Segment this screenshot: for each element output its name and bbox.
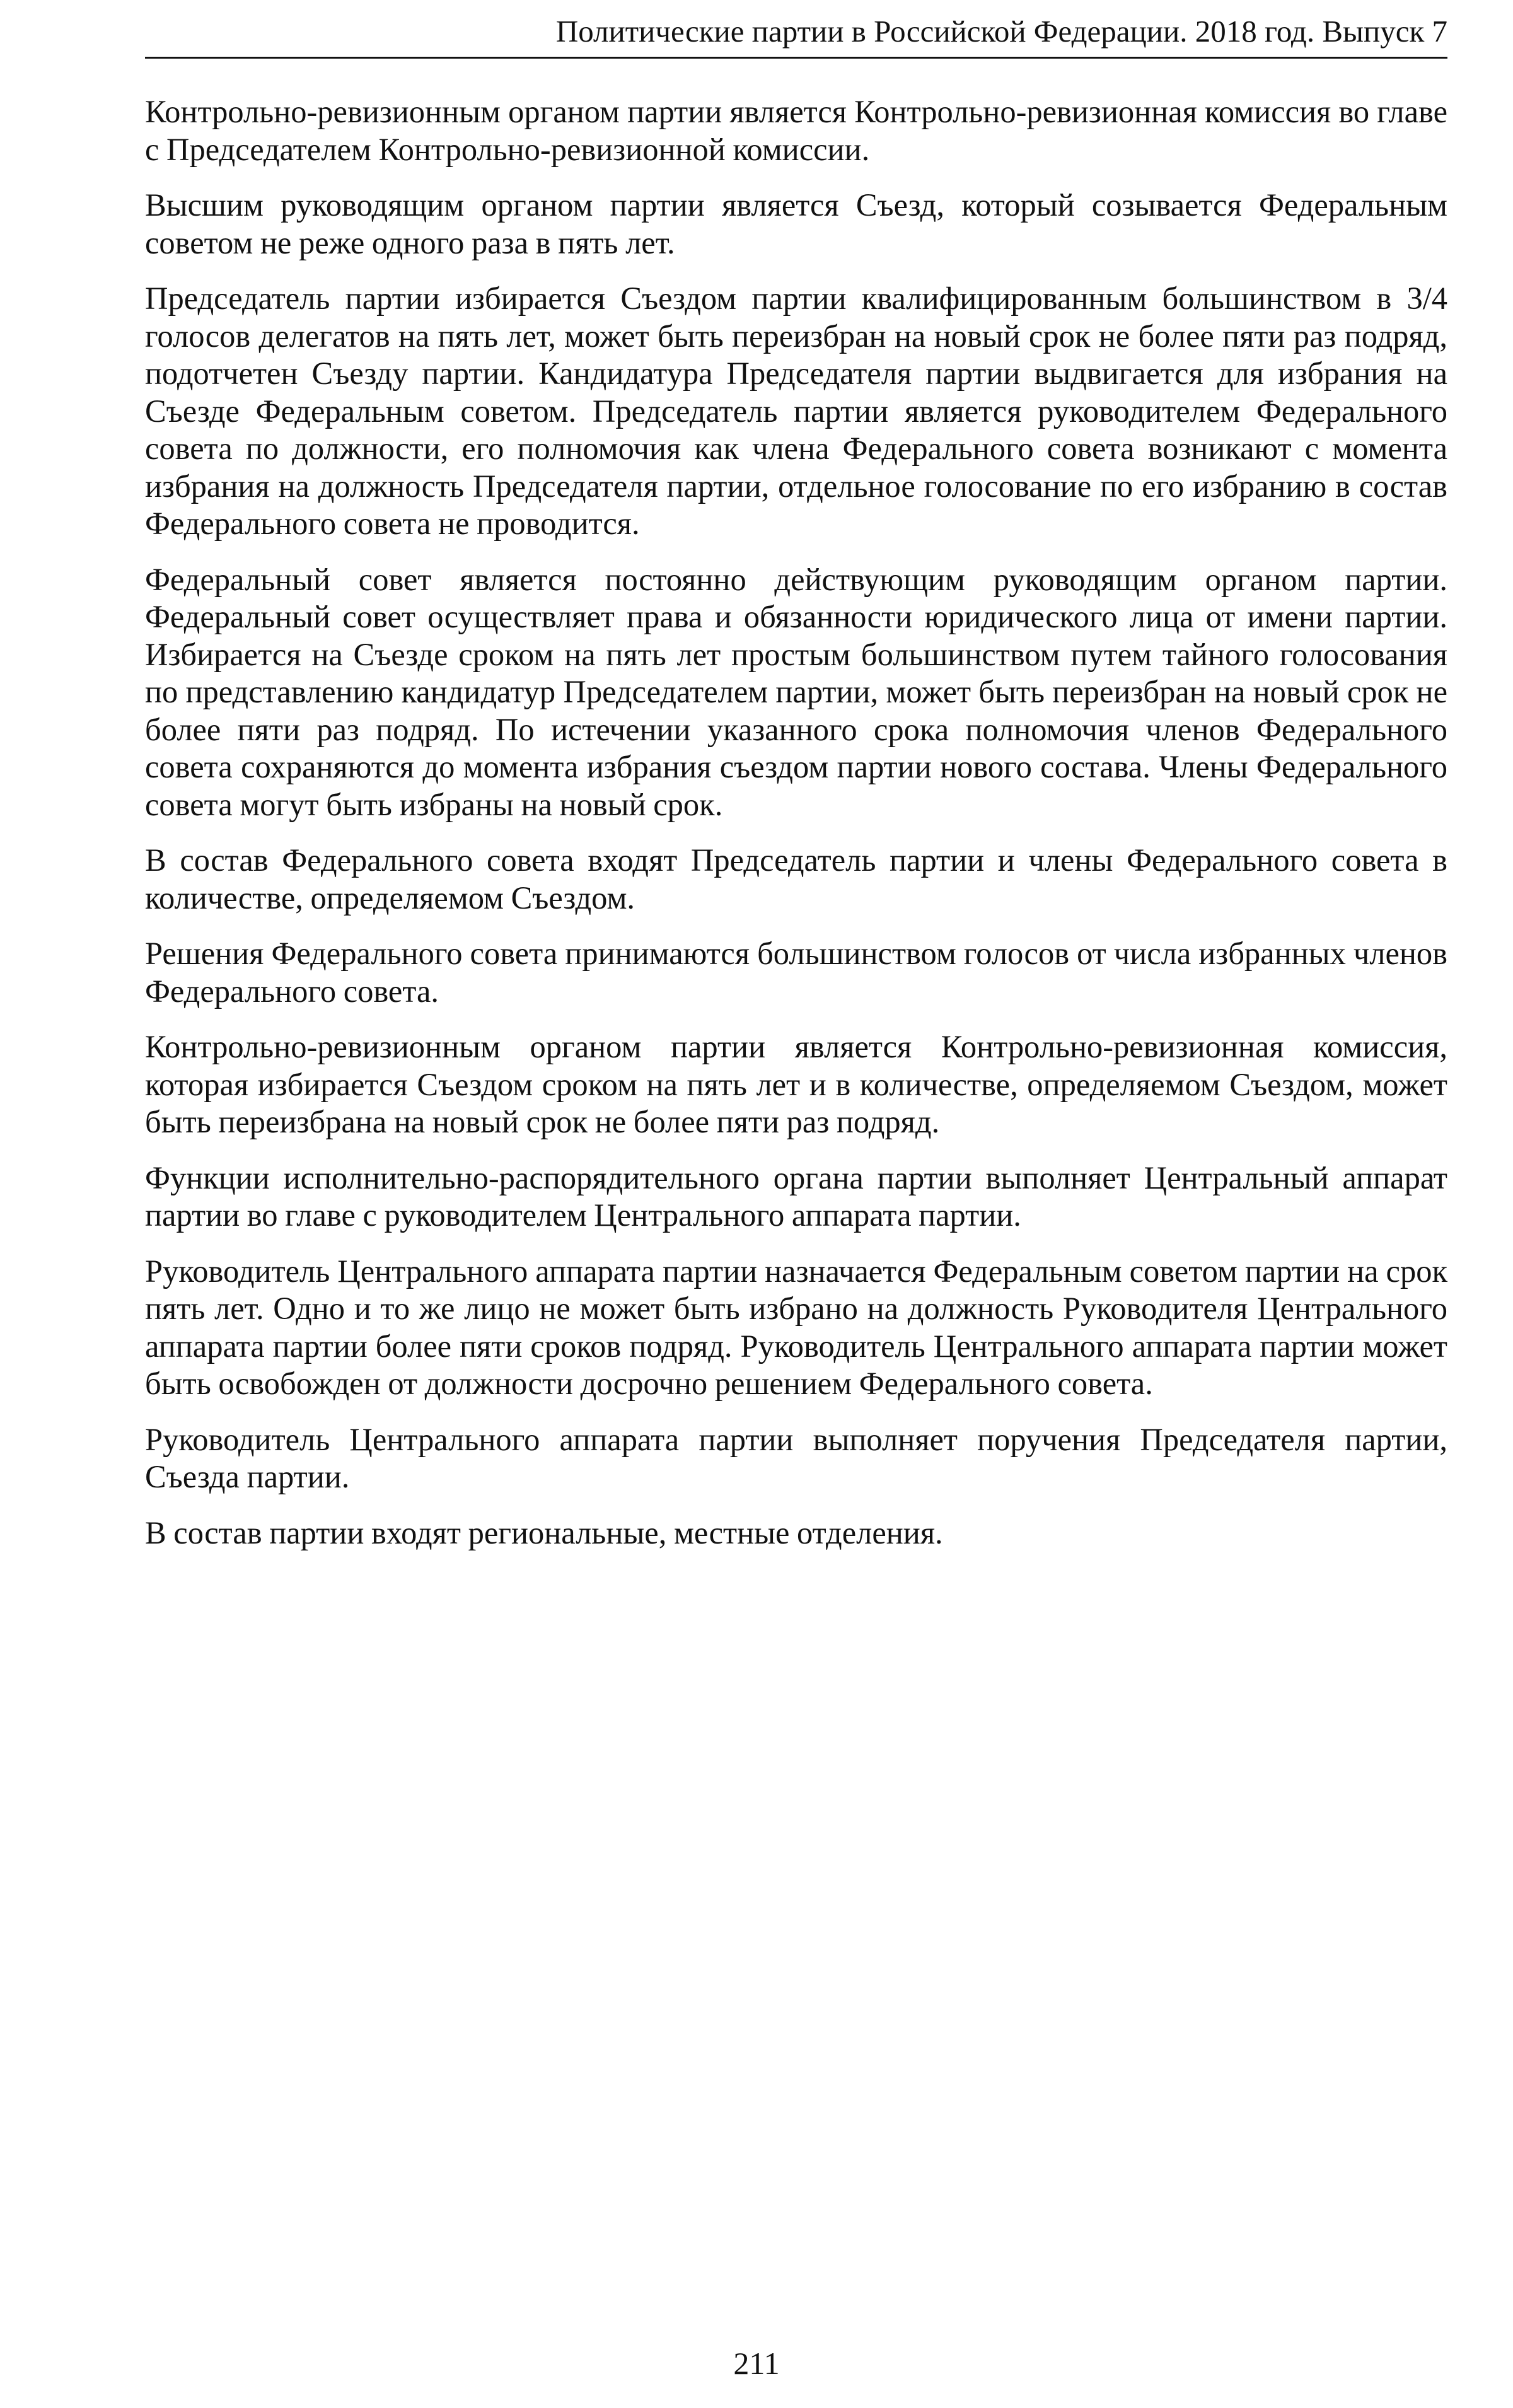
page-number: 211 — [733, 2346, 780, 2381]
paragraph: Контрольно-ревизионным органом партии является Контрольно-ревизионная комиссия во главе с Председателем Контрольно-ревизионной комиссии. — [145, 94, 1447, 167]
paragraph: В состав партии входят региональные, местные отделения. — [145, 1515, 943, 1550]
paragraph: Контрольно-ревизионным органом партии является Контрольно-ревизионная комиссия, которая избирается Съездом сроком на пять лет и в количестве, определяемом Съездом, может быть переизбрана на новый срок не более пяти раз подряд. — [145, 1029, 1447, 1139]
paragraph: Федеральный совет является постоянно действующим руководящим органом партии. Федеральный совет осуществляет права и обязанности юридического лица от имени партии. Избирается на Съезде сроком на пять лет простым большинством путем тайного голосования по представлению кандидатур Председателем партии, может быть переизбран на новый срок не более пяти раз подряд. По истечении указанного срока полномочия членов Федерального совета сохраняются до момента избрания съездом партии нового состава. Члены Федерального совета могут быть избраны на новый срок. — [145, 561, 1447, 822]
paragraph: Руководитель Центрального аппарата партии выполняет поручения Председателя партии, Съезда партии. — [145, 1421, 1447, 1494]
paragraph: В состав Федерального совета входят Председатель партии и члены Федерального совета в количестве, определяемом Съездом. — [145, 842, 1447, 916]
header-rule — [145, 57, 1447, 59]
paragraph: Руководитель Центрального аппарата партии назначается Федеральным советом партии на срок пять лет. Одно и то же лицо не может быть избрано на должность Руководителя Центрального аппарата партии более пяти сроков подряд. Руководитель Центрального аппарата партии может быть освобожден от должности досрочно решением Федерального совета. — [145, 1253, 1447, 1401]
running-header: Политические партии в Российской Федерации. 2018 год. Выпуск 7 — [555, 14, 1447, 49]
paragraph: Председатель партии избирается Съездом партии квалифицированным большинством в 3/4 голосов делегатов на пять лет, может быть переизбран на новый срок не более пяти раз подряд, подотчетен Съезду партии. Кандидатура Председателя партии выдвигается для избрания на Съезде Федеральным советом. Председатель партии является руководителем Федерального совета по должности, его полномочия как члена Федерального совета возникают с момента избрания на должность Председателя партии, отдельное голосование по его избранию в состав Федерального совета не проводится. — [145, 281, 1447, 541]
paragraph: Решения Федерального совета принимаются большинством голосов от числа избранных членов Федерального совета. — [145, 936, 1447, 1009]
body-text — [145, 93, 1447, 1570]
paragraph: Высшим руководящим органом партии является Съезд, который созывается Федеральным советом не реже одного раза в пять лет. — [145, 187, 1447, 260]
paragraph: Функции исполнительно-распорядительного органа партии выполняет Центральный аппарат партии во главе с руководителем Центрального аппарата партии. — [145, 1160, 1447, 1233]
